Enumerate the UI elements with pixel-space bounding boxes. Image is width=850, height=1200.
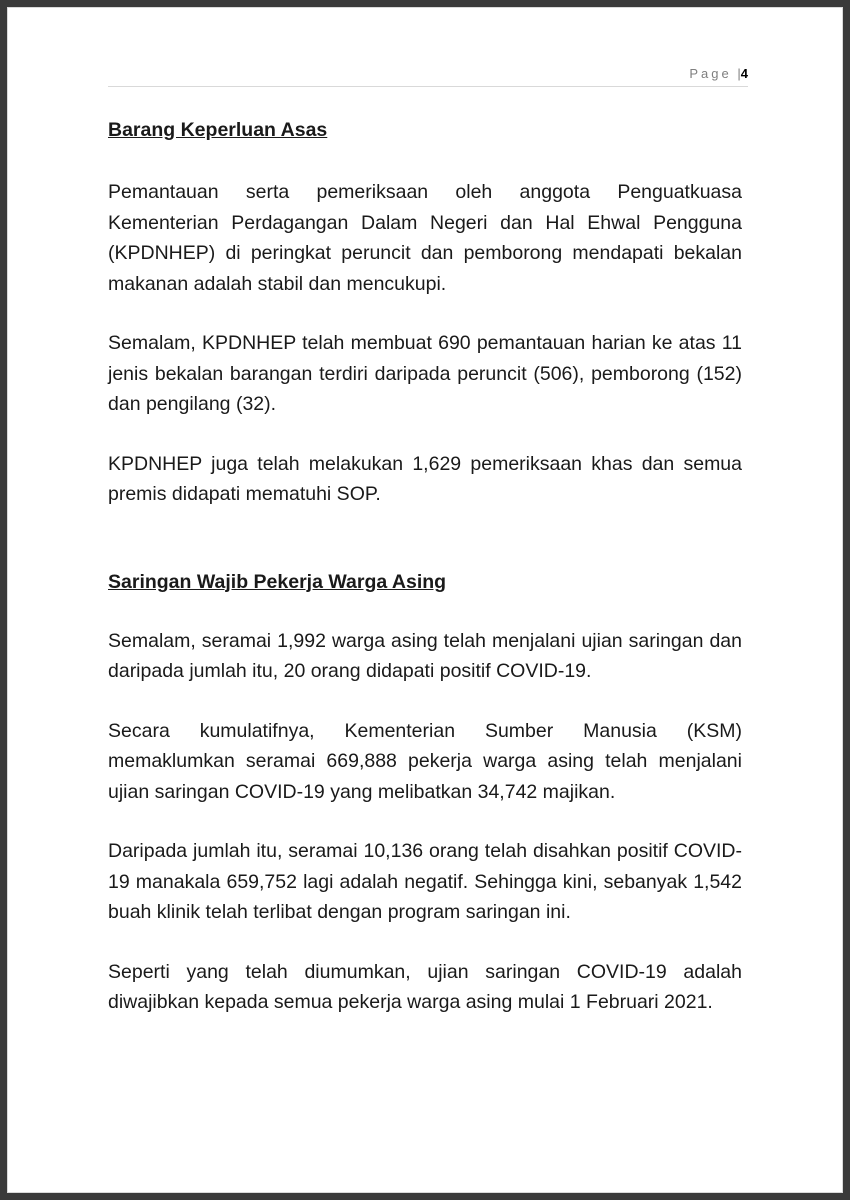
page-word: Page: [689, 66, 732, 81]
page-separator: |: [737, 66, 741, 81]
paragraph: Secara kumulatifnya, Kementerian Sumber Manusia (KSM) memaklumkan seramai 669,888 pekerja warga asing telah menjalani ujian saringan COVID-19 yang melibatkan 34,742 majikan.: [108, 719, 742, 803]
paragraph: Daripada jumlah itu, seramai 10,136 orang telah disahkan positif COVID-19 manakala 659,752 lagi adalah negatif. Sehingga kini, sebanyak 1,542 buah klinik telah terlibat dengan program saringan ini.: [108, 840, 742, 923]
section-heading-barang-keperluan-asas: Barang Keperluan Asas: [108, 119, 328, 141]
page-number-label: [689, 66, 748, 81]
paragraph: Semalam, seramai 1,992 warga asing telah menjalani ujian saringan dan daripada jumlah itu, 20 orang didapati positif COVID-19.: [108, 629, 742, 682]
document-body: [108, 115, 742, 1018]
paragraph: Seperti yang telah diumumkan, ujian saringan COVID-19 adalah diwajibkan kepada semua pekerja warga asing mulai 1 Februari 2021.: [108, 960, 742, 1013]
page-header: [108, 64, 748, 87]
paragraph: KPDNHEP juga telah melakukan 1,629 pemeriksaan khas dan semua premis didapati mematuhi SOP.: [108, 452, 742, 505]
paragraph: Pemantauan serta pemeriksaan oleh anggota Penguatkuasa Kementerian Perdagangan Dalam Negeri dan Hal Ehwal Pengguna (KPDNHEP) di peringkat peruncit dan pemborong mendapati bekalan makanan adalah stabil dan mencukupi.: [108, 181, 742, 295]
section-heading-saringan-wajib: Saringan Wajib Pekerja Warga Asing: [108, 570, 447, 593]
paragraph: Semalam, KPDNHEP telah membuat 690 pemantauan harian ke atas 11 jenis bekalan barangan terdiri daripada peruncit (506), pemborong (152) dan pengilang (32).: [108, 332, 742, 415]
document-page: [7, 7, 843, 1193]
page-number: 4: [740, 66, 748, 81]
